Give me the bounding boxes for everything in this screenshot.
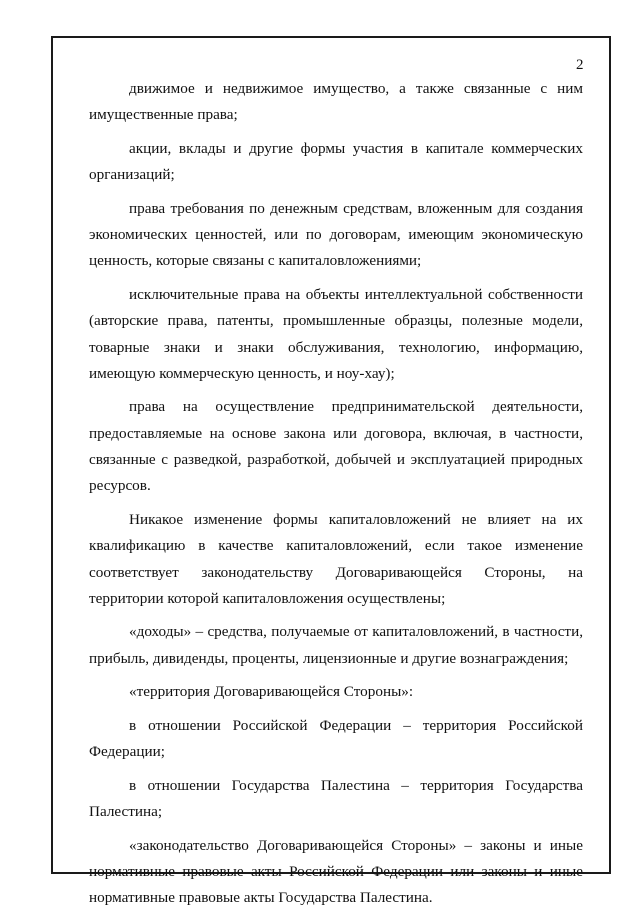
document-body [89,76,583,919]
paragraph-form-change: Никакое изменение формы капиталовложений не влияет на их квалификацию в качестве капиталовложений, если такое изменение соответствует законодательству Договаривающейся Стороны, на территории которой капиталовложения осуществлены; [89,510,583,607]
paragraph-legislation-definition: «законодательство Договаривающейся Стороны» – законы и иные нормативные правовые акты Российской Федерации или законы и иные нормативные правовые акты Государства Палестина. [89,836,583,907]
paragraph-shares-deposits: акции, вклады и другие формы участия в капитале коммерческих организаций; [89,139,583,184]
paragraph-returns-definition: «доходы» – средства, получаемые от капиталовложений, в частности, прибыль, дивиденды, проценты, лицензионные и другие вознаграждения; [89,623,583,667]
paragraph-business-rights: права на осуществление предпринимательской деятельности, предоставляемые на основе закона или договора, включая, в частности, связанные с разведкой, разработкой, добычей и эксплуатацией природных ресурсов. [89,398,583,495]
paragraph-territory-russia: в отношении Российской Федерации – территория Российской Федерации; [89,716,583,761]
page-number: 2 [576,57,584,73]
paragraph-movable-property: движимое и недвижимое имущество, а также связанные с ним имущественные права; [89,80,583,124]
paragraph-territory-palestine: в отношении Государства Палестина – территория Государства Палестина; [89,776,583,821]
paragraph-territory-definition: «территория Договаривающейся Стороны»: [129,683,414,701]
paragraph-intellectual-property: исключительные права на объекты интеллектуальной собственности (авторские права, патенты, промышленные образцы, полезные модели, товарные знаки и знаки обслуживания, технологию, информацию, имеющую коммерческую ценность, и ноу-хау); [89,285,583,382]
paragraph-claim-rights: права требования по денежным средствам, вложенным для создания экономических ценностей, или по договорам, имеющим экономическую ценность, которые связаны с капиталовложениями; [89,199,583,270]
